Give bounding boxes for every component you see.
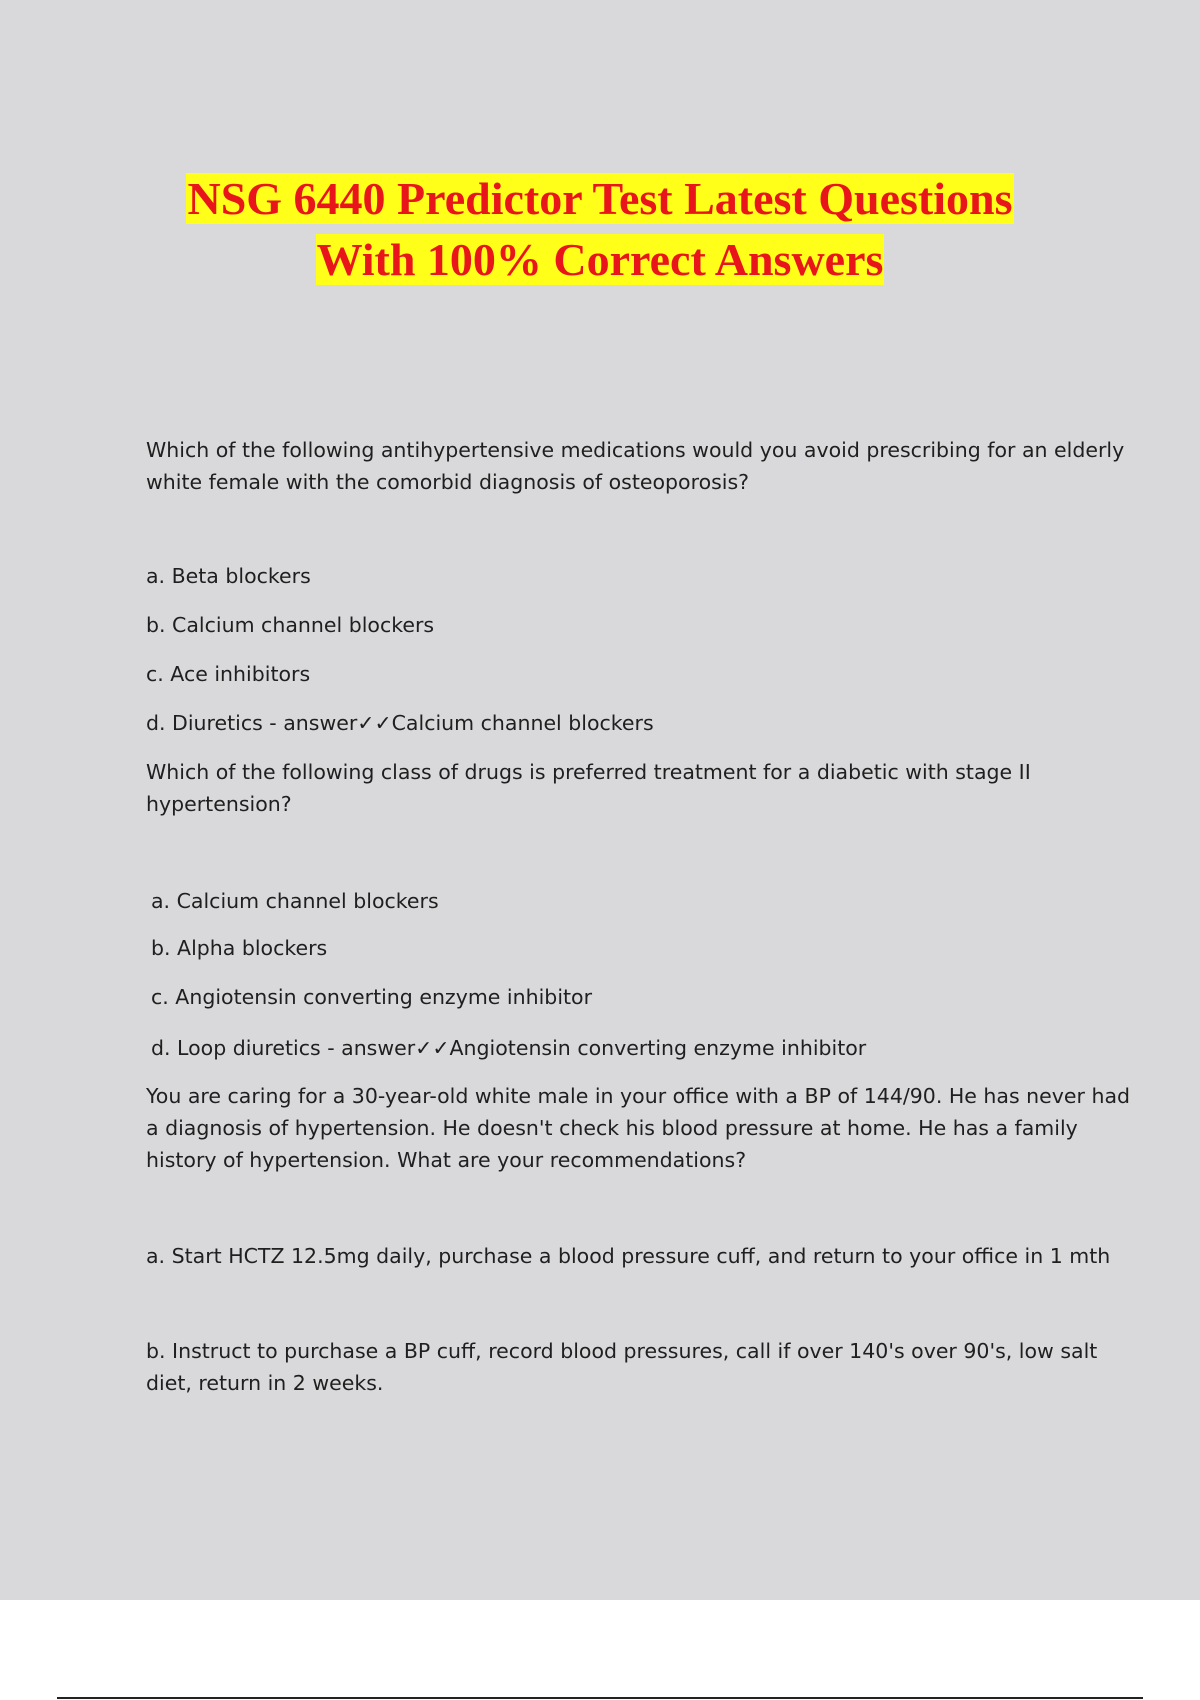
question-3-option-b-line-1: b. Instruct to purchase a BP cuff, record blood pressures, call if over 140's over 90's, low salt — [146, 1339, 1098, 1363]
question-2-prompt-line-2: hypertension? — [146, 792, 292, 816]
question-1-option-b: b. Calcium channel blockers — [146, 613, 435, 637]
question-1-option-a: a. Beta blockers — [146, 564, 311, 588]
question-2-option-c: c. Angiotensin converting enzyme inhibitor — [151, 985, 593, 1009]
question-3-option-b-line-2: diet, return in 2 weeks. — [146, 1371, 384, 1395]
question-3-prompt-line-1: You are caring for a 30-year-old white male in your office with a BP of 144/90. He has never had — [146, 1084, 1131, 1108]
question-1-prompt-line-2: white female with the comorbid diagnosis of osteoporosis? — [146, 470, 750, 494]
question-2-option-a: a. Calcium channel blockers — [151, 889, 439, 913]
question-1-prompt-line-1: Which of the following antihypertensive medications would you avoid prescribing for an elderly — [146, 438, 1125, 462]
question-3-option-a: a. Start HCTZ 12.5mg daily, purchase a blood pressure cuff, and return to your office in 1 mth — [146, 1244, 1111, 1268]
footer-divider — [57, 1697, 1143, 1699]
question-3-prompt-line-3: history of hypertension. What are your recommendations? — [146, 1148, 747, 1172]
question-1-option-c: c. Ace inhibitors — [146, 662, 311, 686]
question-2-option-d-answer: d. Loop diuretics - answer✓✓Angiotensin converting enzyme inhibitor — [151, 1036, 867, 1060]
question-3-prompt-line-2: a diagnosis of hypertension. He doesn't check his blood pressure at home. He has a family — [146, 1116, 1078, 1140]
title-line-2: With 100% Correct Answers — [316, 234, 884, 285]
question-2-prompt-line-1: Which of the following class of drugs is preferred treatment for a diabetic with stage II — [146, 760, 1031, 784]
document-title — [0, 168, 1200, 290]
title-line-1: NSG 6440 Predictor Test Latest Questions — [187, 173, 1013, 224]
question-1-option-d-answer: d. Diuretics - answer✓✓Calcium channel blockers — [146, 711, 654, 735]
question-2-option-b: b. Alpha blockers — [151, 936, 328, 960]
